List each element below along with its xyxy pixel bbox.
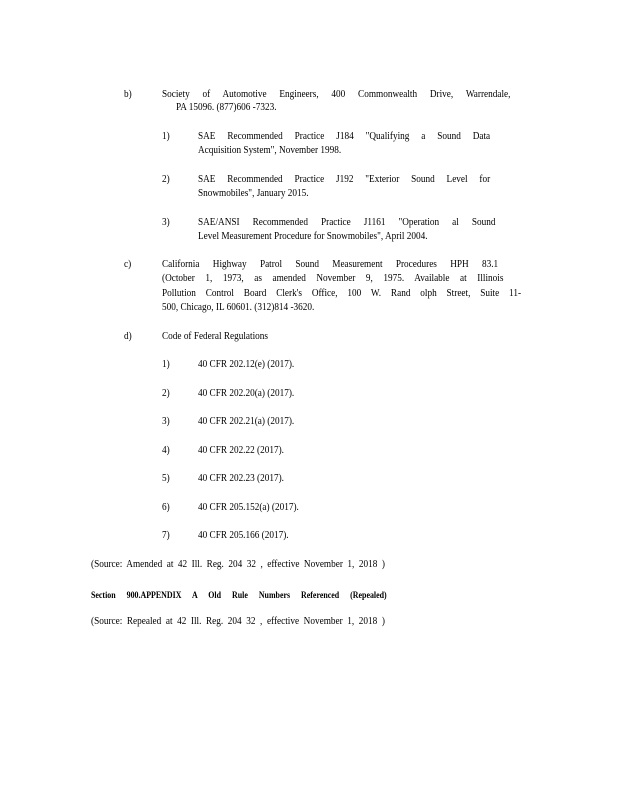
item-d4-label: 4)	[162, 445, 170, 456]
item-d7-label: 7)	[162, 530, 170, 541]
source-repealed-note: (Source: Repealed at 42 Ill. Reg. 204 32 , effective November 1, 2018 )	[91, 616, 385, 627]
item-b1-label: 1)	[162, 131, 170, 142]
item-d5-text: 40 CFR 202.23 (2017).	[198, 473, 284, 484]
item-c-line2: (October 1, 1973, as amended November 9, 1975. Available at Illinois	[162, 273, 504, 284]
section-heading: Section 900.APPENDIX A Old Rule Numbers Referenced (Repealed)	[91, 590, 387, 600]
item-b3-label: 3)	[162, 217, 170, 228]
item-d3-text: 40 CFR 202.21(a) (2017).	[198, 416, 295, 427]
item-d4-text: 40 CFR 202.22 (2017).	[198, 445, 284, 456]
item-d7-text: 40 CFR 205.166 (2017).	[198, 530, 289, 541]
item-b2-line1: SAE Recommended Practice J192 "Exterior Sound Level for	[198, 174, 491, 185]
item-b3-line2: Level Measurement Procedure for Snowmobiles", April 2004.	[198, 231, 428, 242]
item-d3-label: 3)	[162, 416, 170, 427]
item-b1-line2: Acquisition System", November 1998.	[198, 145, 342, 156]
item-b-line2: PA 15096. (877)606 -7323.	[176, 102, 277, 113]
item-c-label: c)	[124, 259, 132, 270]
item-c-line4: 500, Chicago, IL 60601. (312)814 -3620.	[162, 302, 315, 313]
item-d6-label: 6)	[162, 502, 170, 513]
item-b-label: b)	[124, 89, 132, 100]
item-b1-line1: SAE Recommended Practice J184 "Qualifying a Sound Data	[198, 131, 491, 142]
item-d1-text: 40 CFR 202.12(e) (2017).	[198, 359, 295, 370]
item-b2-line2: Snowmobiles", January 2015.	[198, 188, 309, 199]
item-c-line3: Pollution Control Board Clerk's Office, 100 W. Rand olph Street, Suite 11-	[162, 288, 522, 299]
item-d1-label: 1)	[162, 359, 170, 370]
item-c-line1: California Highway Patrol Sound Measurement Procedures HPH 83.1	[162, 259, 499, 270]
item-d-title: Code of Federal Regulations	[162, 331, 268, 342]
item-d6-text: 40 CFR 205.152(a) (2017).	[198, 502, 299, 513]
item-b3-line1: SAE/ANSI Recommended Practice J1161 "Operation al Sound	[198, 217, 496, 228]
item-b2-label: 2)	[162, 174, 170, 185]
item-d2-text: 40 CFR 202.20(a) (2017).	[198, 388, 295, 399]
item-d-label: d)	[124, 331, 132, 342]
item-d2-label: 2)	[162, 388, 170, 399]
item-b-line1: Society of Automotive Engineers, 400 Commonwealth Drive, Warrendale,	[162, 89, 511, 100]
source-amended-note: (Source: Amended at 42 Ill. Reg. 204 32 , effective November 1, 2018 )	[91, 559, 385, 570]
item-d5-label: 5)	[162, 473, 170, 484]
